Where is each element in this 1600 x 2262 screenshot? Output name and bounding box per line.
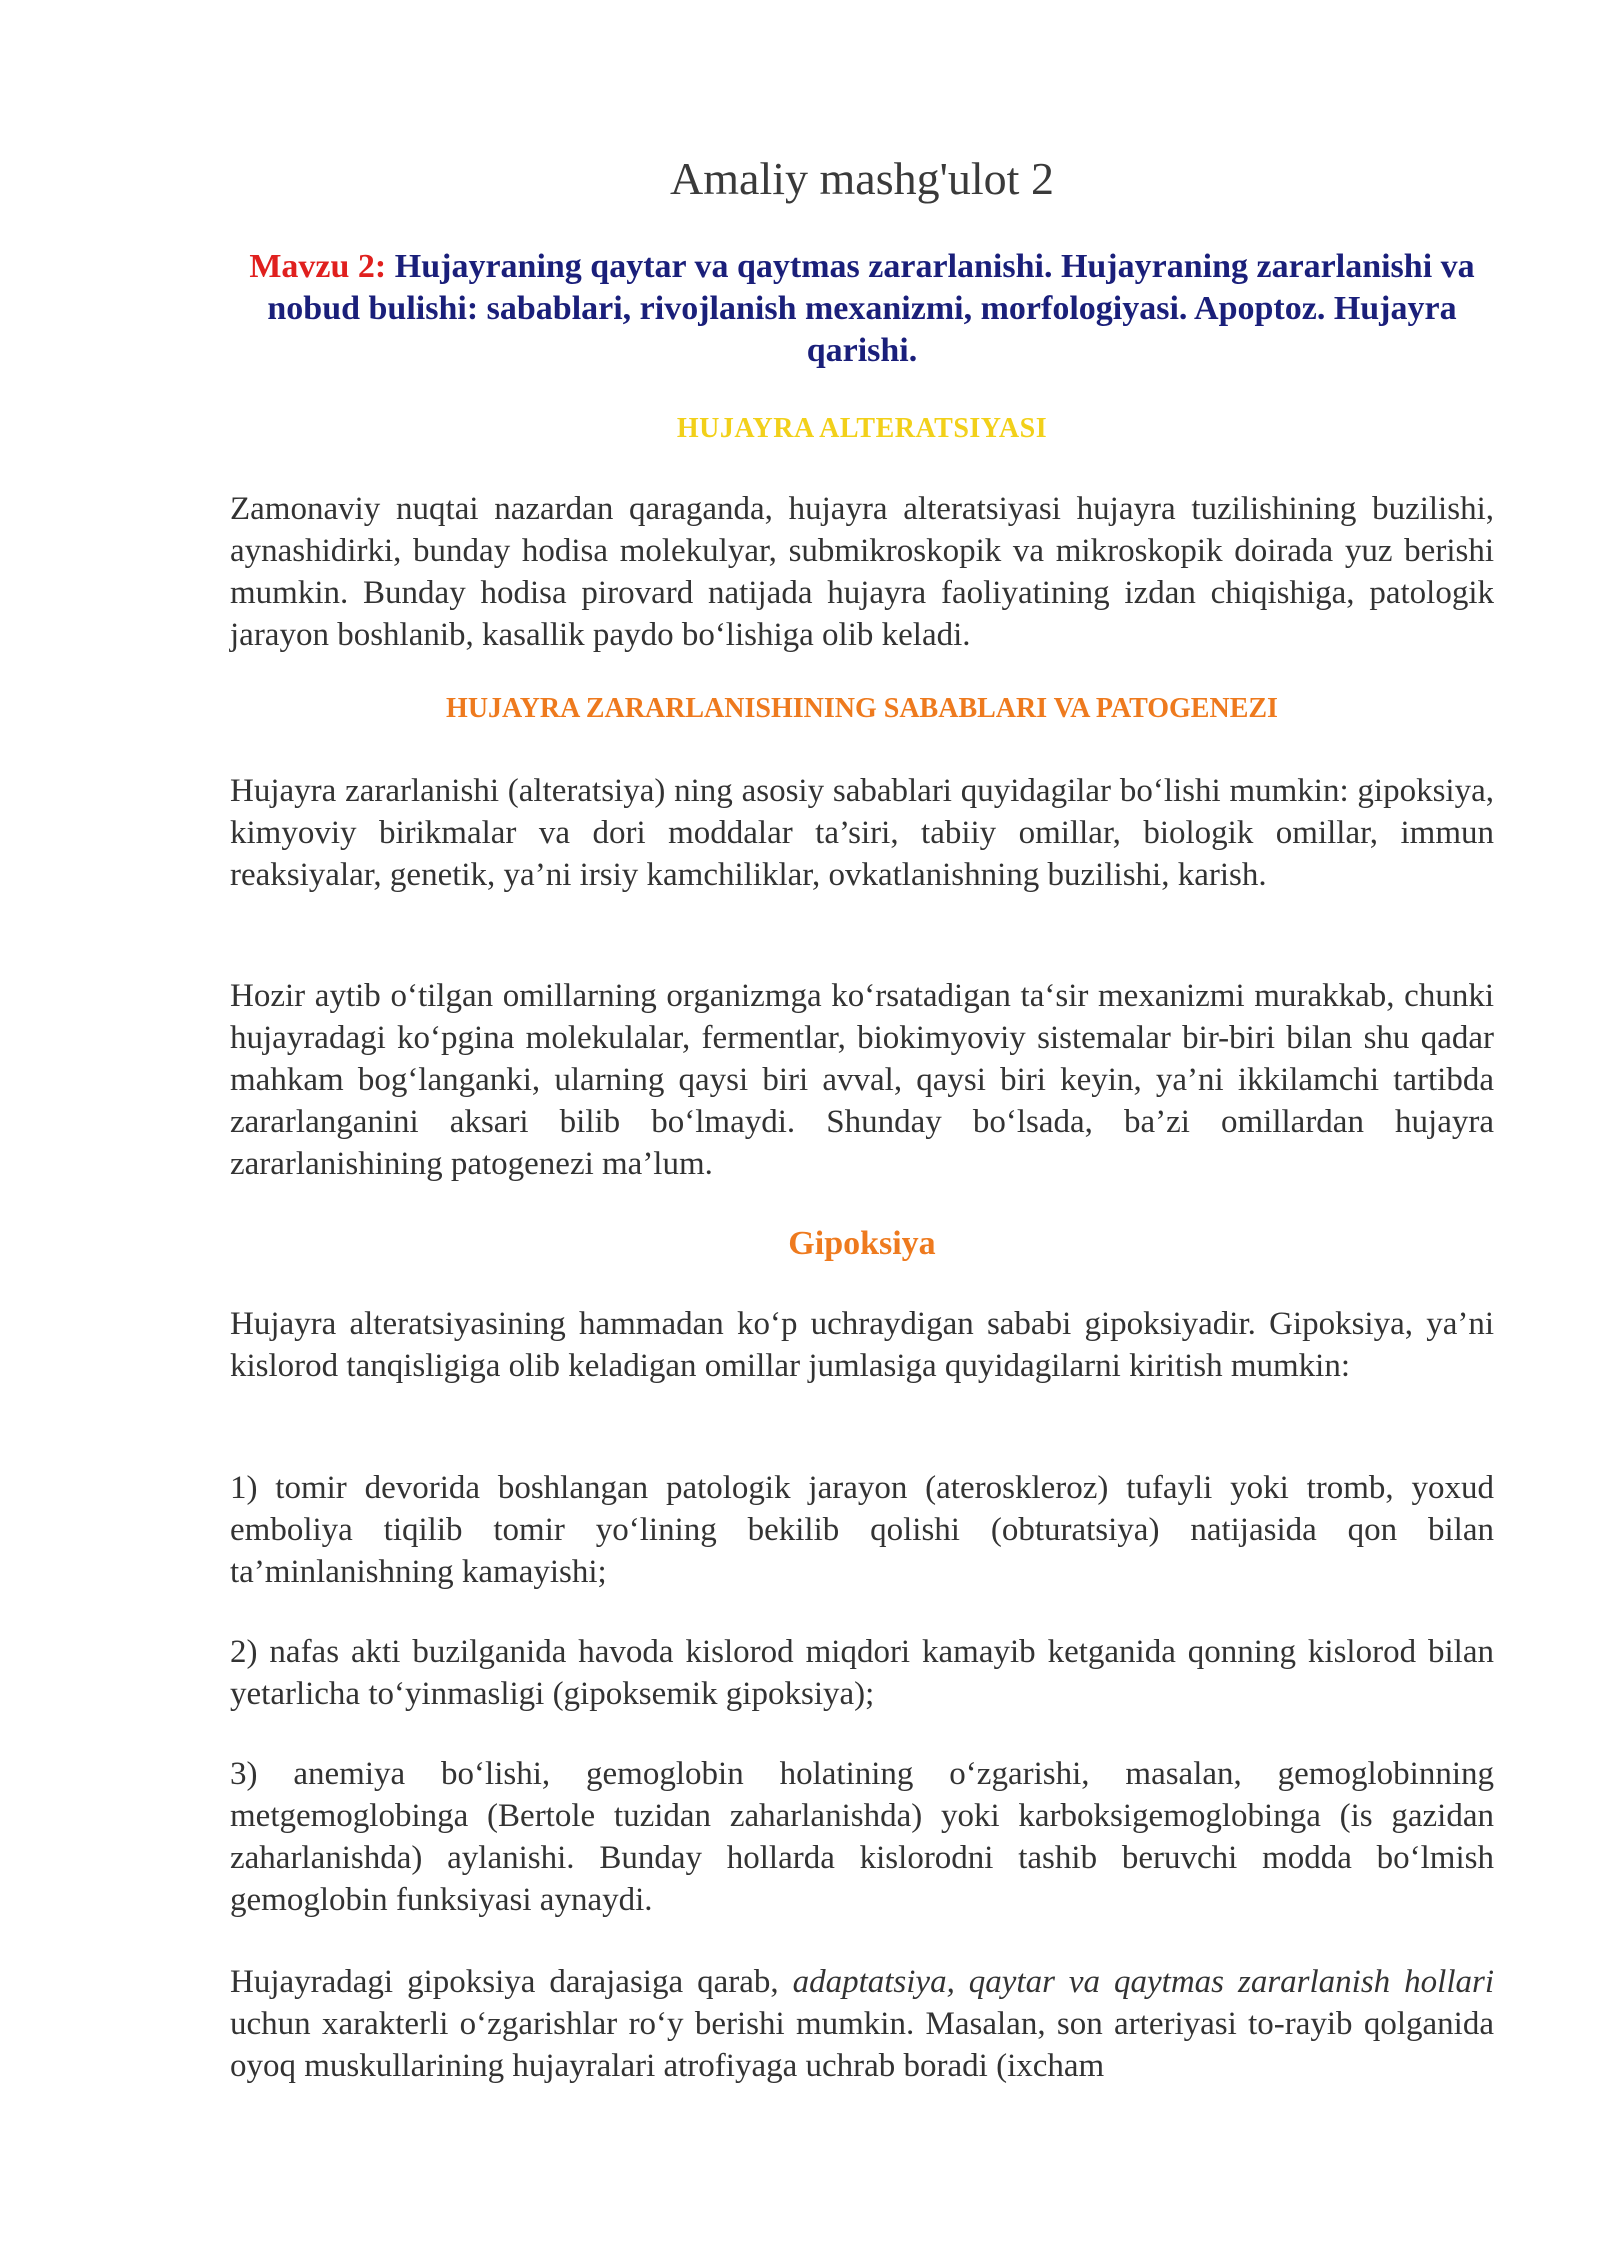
document-title: Amaliy mashg'ulot 2 [670,153,1054,204]
topic-text: Hujayraning qaytar va qaytmas zararlanishi. Hujayraning zararlanishi va nobud bulishi: sabablari, rivojlanish mexanizmi, morfologiyasi. Apoptoz. Hujayra qarishi. [267,248,1475,369]
paragraph-alteration: Zamonaviy nuqtai nazardan qaraganda, hujayra alteratsiyasi hujayra tuzilishining buzilishi, aynashidirki, bunday hodisa molekulyar, submikroskopik va mikroskopik doirada yuz berishi mumkin. Bunday hodisa pirovard natijada hujayra faoliyatining izdan chiqishiga, patologik jarayon boshlanib, kasallik paydo boʻlishiga olib keladi. [230,491,1494,653]
heading-cell-alteration: HUJAYRA ALTERATSIYASI [676,413,1048,444]
list-item-3: 3) anemiya boʻlishi, gemoglobin holatining oʻzgarishi, masalan, gemoglobinning metgemoglobinga (Bertole tuzidan zaharlanishda) yoki karboksigemoglobinga (is gazidan zaharlanishda) aylanishi. Bunday hollarda kislorodni tashib beruvchi modda boʻlmish gemoglobin funksiyasi aynaydi. [230,1756,1494,1918]
topic-heading [230,246,1494,372]
heading-hypoxia: Gipoksiya [788,1225,936,1262]
topic-label: Mavzu 2: [249,248,387,285]
paragraph-hypoxia-degree [230,1961,1494,2087]
list-item-1: 1) tomir devorida boshlangan patologik jarayon (ateroskleroz) tufayli yoki tromb, yoxud emboliya tiqilib tomir yoʻlining bekilib qolishi (obturatsiya) natijasida qon bilan ta’minlanishning kamayishi; [230,1470,1494,1590]
paragraph-italic-phrase: adaptatsiya, qaytar va qaytmas zararlanish hollari [792,1964,1494,2000]
paragraph-end: uchun xarakterli oʻzgarishlar roʻy berishi mumkin. Masalan, son arteriyasi to-rayib qolganida oyoq muskullarining hujayralari atrofiyaga uchrab boradi (ixcham [230,2006,1494,2084]
paragraph-mechanism: Hozir aytib oʻtilgan omillarning organizmga koʻrsatadigan taʻsir mexanizmi murakkab, chunki hujayradagi koʻpgina molekulalar, fermentlar, biokimyoviy sistemalar bir-biri bilan shu qadar mahkam bogʻlanganki, ularning qaysi biri avval, qaysi biri keyin, ya’ni ikkilamchi tartibda zararlanganini aksari bilib boʻlmaydi. Shunday boʻlsada, ba’zi omillardan hujayra zararlanishining patogenezi ma’lum. [230,978,1494,1182]
heading-causes-pathogenesis: HUJAYRA ZARARLANISHINING SABABLARI VA PATOGENEZI [446,693,1278,724]
paragraph-hypoxia-intro: Hujayra alteratsiyasining hammadan koʻp uchraydigan sababi gipoksiyadir. Gipoksiya, ya’ni kislorod tanqisligiga olib keladigan omillar jumlasiga quyidagilarni kiritish mumkin: [230,1306,1494,1384]
list-item-2: 2) nafas akti buzilganida havoda kislorod miqdori kamayib ketganida qonning kislorod bilan yetarlicha toʻyinmasligi (gipoksemik gipoksiya); [230,1634,1494,1712]
paragraph-causes: Hujayra zararlanishi (alteratsiya) ning asosiy sabablari quyidagilar boʻlishi mumkin: gipoksiya, kimyoviy birikmalar va dori moddalar ta’siri, tabiiy omillar, biologik omillar, immun reaksiyalar, genetik, ya’ni irsiy kamchiliklar, ovkatlanishning buzilishi, karish. [230,773,1494,893]
paragraph-start: Hujayradagi gipoksiya darajasiga qarab, [230,1964,793,2000]
